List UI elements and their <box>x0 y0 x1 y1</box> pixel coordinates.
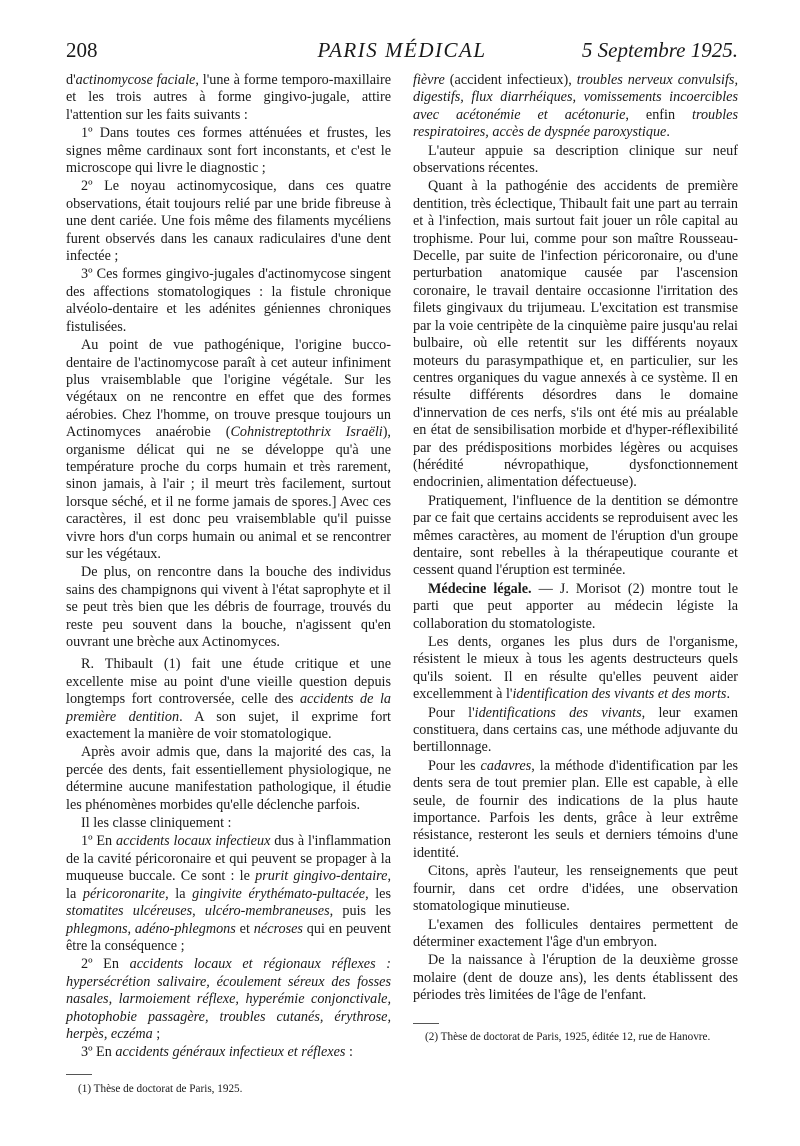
footnote-rule <box>413 1023 439 1024</box>
paragraph: 2º Le noyau actinomycosique, dans ces quatre observations, était toujours relié par une bride fibreuse à une dent cariée. Une fois même des filaments mycéliens furent observés dans les canaux radiculaires d'une dent infectée ; <box>66 178 391 265</box>
paragraph: 1º Dans toutes ces formes atténuées et frustes, les signes même cardinaux sont fort inconstants, et c'est le microscope qui livre le diagnostic ; <box>66 125 391 177</box>
section-medecine-legale: Médecine légale. — J. Morisot (2) montre tout le parti que peut apporter au médecin légiste la collaboration du stomatologiste. <box>413 580 738 632</box>
paragraph: De plus, on rencontre dans la bouche des individus sains des champignons qui vivent à l'état saprophyte et il se peut très bien que les débris de fourrage, trouvés du reste peu souvent dans la bouche, n'agissent qu'en ouvrant une brèche aux Actinomyces. <box>66 564 391 650</box>
paragraph: Pour l'identifications des vivants, leur examen constituera, dans certains cas, une méthode adjuvante du bertillonnage. <box>413 704 738 756</box>
paragraph: Quant à la pathogénie des accidents de première dentition, très éclectique, Thibault fait une part au terrain et à l'infection, mais surtout fait jouer un rôle capital au trophisme. Pour lui, comme pour son maître Rousseau-Decelle, par suite de l'infection péricoronaire, ou d'une perturbation anatomique causée par l'ascension coronaire, le travail dentaire occasionne l'irritation des filets gingivaux du trijumeau. L'excitation est transmise par la voie centripète de la cinquième paire jusqu'au relai bulbaire, où elle retentit sur les différents noyaux moteurs du parasympathique et, en particulier, sur les centres organiques du vague annexés à ce système. Il en résulte différents désordres dans le domaine d'innervation de ces nerfs, s'ils ont été mis au préalable en état de sensibilisation morbide et d'hyper-réflexibilité par des prédispositions morbides légères ou acquises (hérédité névropathique, dysfonctionnement endocrinien, alimentation défectueuse). <box>413 178 738 491</box>
paragraph: fièvre (accident infectieux), troubles nerveux convulsifs, digestifs, flux diarrhéiques, vomissements incoercibles avec acétonémie et acétonurie, enfin troubles respiratoires, accès de dyspnée paroxystique. <box>413 72 738 141</box>
paragraph: Citons, après l'auteur, les renseignements que peut fournir, dans cet ordre d'idées, une observation stomatologique minutieuse. <box>413 863 738 915</box>
paragraph: Les dents, organes les plus durs de l'organisme, résistent le mieux à tous les agents destructeurs quels qu'ils soient. Il en résulte qu'elles peuvent aider excellemment à l'identification des vivants et des morts. <box>413 634 738 703</box>
paragraph: De la naissance à l'éruption de la deuxième grosse molaire (dent de douze ans), les dents établissent des périodes très limitées de l'âge de l'enfant. <box>413 952 738 1004</box>
paragraph: R. Thibault (1) fait une étude critique et une excellente mise au point d'une vieille question depuis longtemps fort controversée, celle des accidents de la première dentition. A son sujet, il exprime fort exactement la manière de voir stomatologique. <box>66 656 391 743</box>
paragraph: Il les classe cliniquement : <box>81 815 232 832</box>
page-number: 208 <box>66 38 98 62</box>
journal-title: PARIS MÉDICAL <box>317 38 487 62</box>
paragraph: 2º En accidents locaux et régionaux réflexes : hypersécrétion salivaire, écoulement séreux des fosses nasales, larmoiement réflexe, hyperémie conjonctivale, photophobie passagère, troubles cutanés, érythrose, herpès, eczéma ; <box>66 956 391 1042</box>
paragraph: Au point de vue pathogénique, l'origine bucco-dentaire de l'actinomycose paraît à cet auteur infiniment plus vraisemblable que l'origine végétale. Sur les végétaux on ne rencontre en effet que des formes aérobies. Chez l'homme, on trouve presque toujours un Actinomyces anaérobie (Cohnistreptothrix Israëli), organisme délicat qui ne se développe qu'à une température proche du corps humain et très rarement, sinon jamais, à l'air ; il meurt très facilement, surtout lorsque séché, et il ne forme jamais de spores.] Avec ces caractères, il est donc peu vraisemblable qu'il puisse vivre hors d'un corps humain ou animal et se rencontrer sur les végétaux. <box>66 337 391 562</box>
issue-date: 5 Septembre 1925. <box>581 38 738 62</box>
paragraph: d'actinomycose faciale, l'une à forme temporo-maxillaire et les trois autres à forme gingivo-jugale, attire l'attention sur les faits suivants : <box>66 72 391 123</box>
paragraph: L'auteur appuie sa description clinique sur neuf observations récentes. <box>413 142 738 177</box>
footnote-left: (1) Thèse de doctorat de Paris, 1925. <box>78 1083 243 1095</box>
paragraph: 1º En accidents locaux infectieux dus à l'inflammation de la cavité péricoronaire et qui peuvent se propager à la muqueuse buccale. Ce sont : le prurit gingivo-dentaire, la péricoronarite, la gingivite érythémato-pultacée, les stomatites ulcéreuses, ulcéro-membraneuses, puis les phlegmons, adéno-phlegmons et nécroses qui en peuvent être la conséquence ; <box>66 833 392 954</box>
paragraph: Pratiquement, l'influence de la dentition se démontre par ce fait que certains accidents se reproduisent avec les mêmes caractères, au moment de l'éruption d'un groupe dentaire, sont rebelles à la thérapeutique courante et cessent quand l'éruption est terminée. <box>413 492 738 579</box>
right-column <box>413 72 738 1006</box>
paragraph: 3º En accidents généraux infectieux et réflexes : <box>81 1044 353 1061</box>
paragraph: L'examen des follicules dentaires permettent de déterminer exactement l'âge d'un embryon. <box>413 916 738 950</box>
paragraph: Pour les cadavres, la méthode d'identification par les dents sera de tout premier plan. Elle est capable, à elle seule, de fournir des indications de la plus haute importance. Parfois les dents, grâce à leur extrême résistance, resteront les seuls et derniers témoins d'une identité. <box>413 757 738 861</box>
paragraph: 3º Ces formes gingivo-jugales d'actinomycose singent des affections stomatologiques : la fistule chronique alvéolo-dentaire et les adénites géniennes chroniques fistulisées. <box>66 266 391 335</box>
paragraph: Après avoir admis que, dans la majorité des cas, la percée des dents, fait essentiellement physiologique, ne détermine aucune manifestation pathologique, il étudie les phénomènes morbides qu'elle déclenche parfois. <box>66 744 391 813</box>
left-column <box>66 72 391 1063</box>
running-header <box>66 38 738 62</box>
footnote-rule <box>66 1074 92 1075</box>
footnote-right: (2) Thèse de doctorat de Paris, 1925, éditée 12, rue de Hanovre. <box>425 1031 711 1043</box>
